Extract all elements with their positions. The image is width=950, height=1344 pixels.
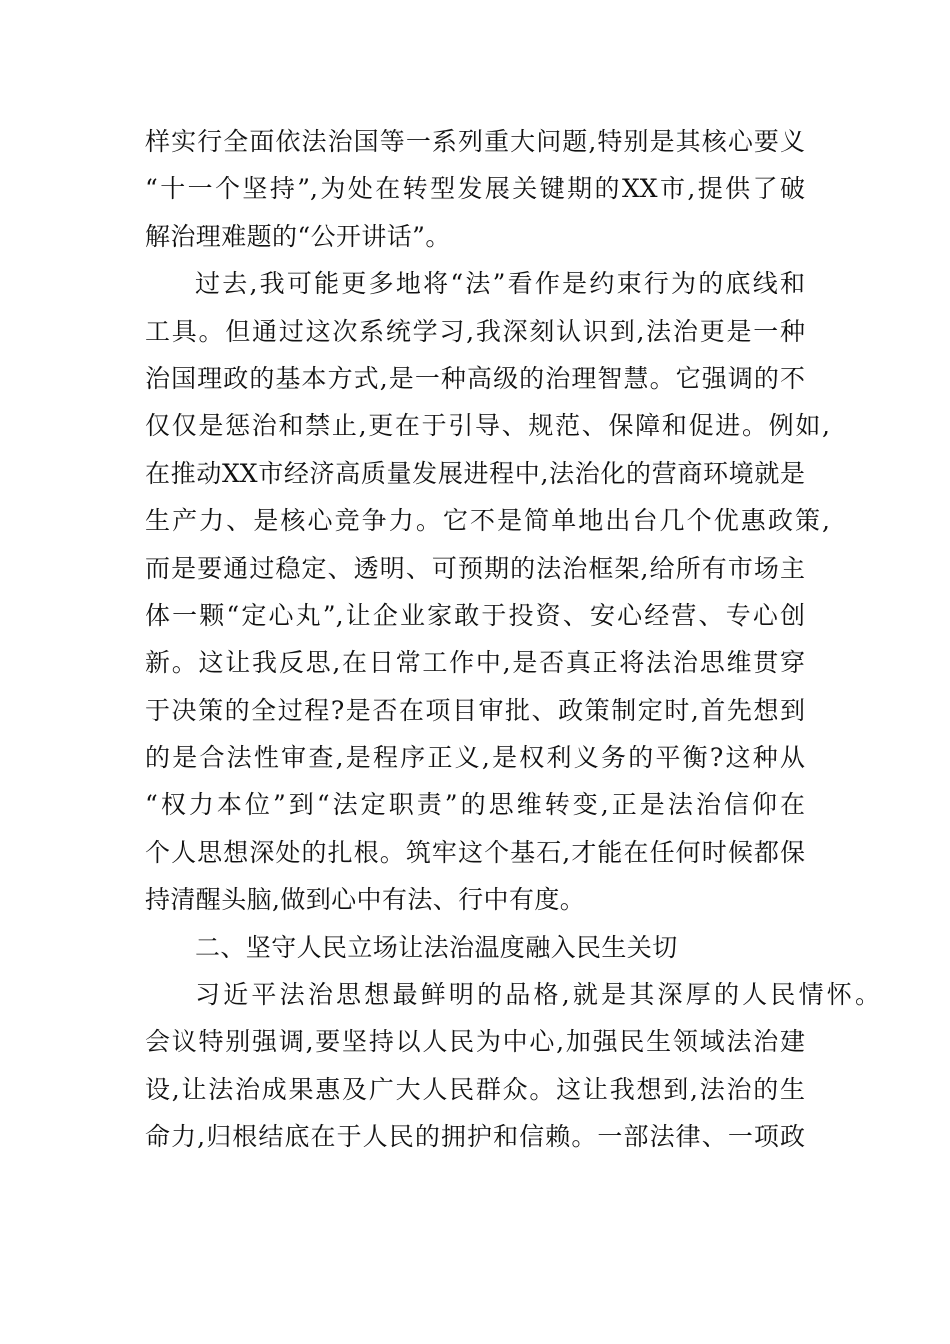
text-line: 在推动XX市经济高质量发展进程中,法治化的营商环境就是 bbox=[145, 458, 805, 488]
paragraph-2 bbox=[145, 260, 830, 923]
paragraph-1 bbox=[145, 118, 805, 260]
text-line: “十一个坚持”,为处在转型发展关键期的XX市,提供了破 bbox=[145, 174, 805, 204]
text-line: 于决策的全过程?是否在项目审批、政策制定时,首先想到 bbox=[145, 695, 805, 725]
text-line: 而是要通过稳定、透明、可预期的法治框架,给所有市场主 bbox=[145, 553, 805, 583]
text-line: 的是合法性审查,是程序正义,是权利义务的平衡?这种从 bbox=[145, 743, 805, 773]
text-line: “权力本位”到“法定职责”的思维转变,正是法治信仰在 bbox=[145, 790, 805, 820]
text-line: 习近平法治思想最鲜明的品格,就是其深厚的人民情怀。 bbox=[195, 980, 880, 1010]
document-page bbox=[145, 118, 880, 1161]
text-line: 仅仅是惩治和禁止,更在于引导、规范、保障和促进。例如, bbox=[145, 411, 830, 441]
text-line: 解治理难题的“公开讲话”。 bbox=[145, 221, 451, 251]
text-line: 体一颗“定心丸”,让企业家敢于投资、安心经营、专心创 bbox=[145, 600, 805, 630]
paragraph-3 bbox=[145, 971, 880, 1161]
text-line: 命力,归根结底在于人民的拥护和信赖。一部法律、一项政 bbox=[145, 1122, 805, 1152]
text-line: 个人思想深处的扎根。筑牢这个基石,才能在任何时候都保 bbox=[145, 837, 805, 867]
text-line: 工具。但通过这次系统学习,我深刻认识到,法治更是一种 bbox=[145, 316, 805, 346]
text-line: 过去,我可能更多地将“法”看作是约束行为的底线和 bbox=[195, 269, 805, 299]
heading-text: 二、坚守人民立场让法治温度融入民生关切 bbox=[195, 932, 678, 962]
text-line: 样实行全面依法治国等一系列重大问题,特别是其核心要义 bbox=[145, 127, 805, 156]
text-line: 治国理政的基本方式,是一种高级的治理智慧。它强调的不 bbox=[145, 363, 805, 393]
text-line: 生产力、是核心竞争力。它不是简单地出台几个优惠政策, bbox=[145, 506, 830, 536]
text-line: 新。这让我反思,在日常工作中,是否真正将法治思维贯穿 bbox=[145, 648, 805, 678]
text-line: 设,让法治成果惠及广大人民群众。这让我想到,法治的生 bbox=[145, 1074, 805, 1104]
text-line: 会议特别强调,要坚持以人民为中心,加强民生领域法治建 bbox=[145, 1027, 805, 1057]
section-heading bbox=[145, 924, 805, 971]
text-line: 持清醒头脑,做到心中有法、行中有度。 bbox=[145, 885, 586, 915]
